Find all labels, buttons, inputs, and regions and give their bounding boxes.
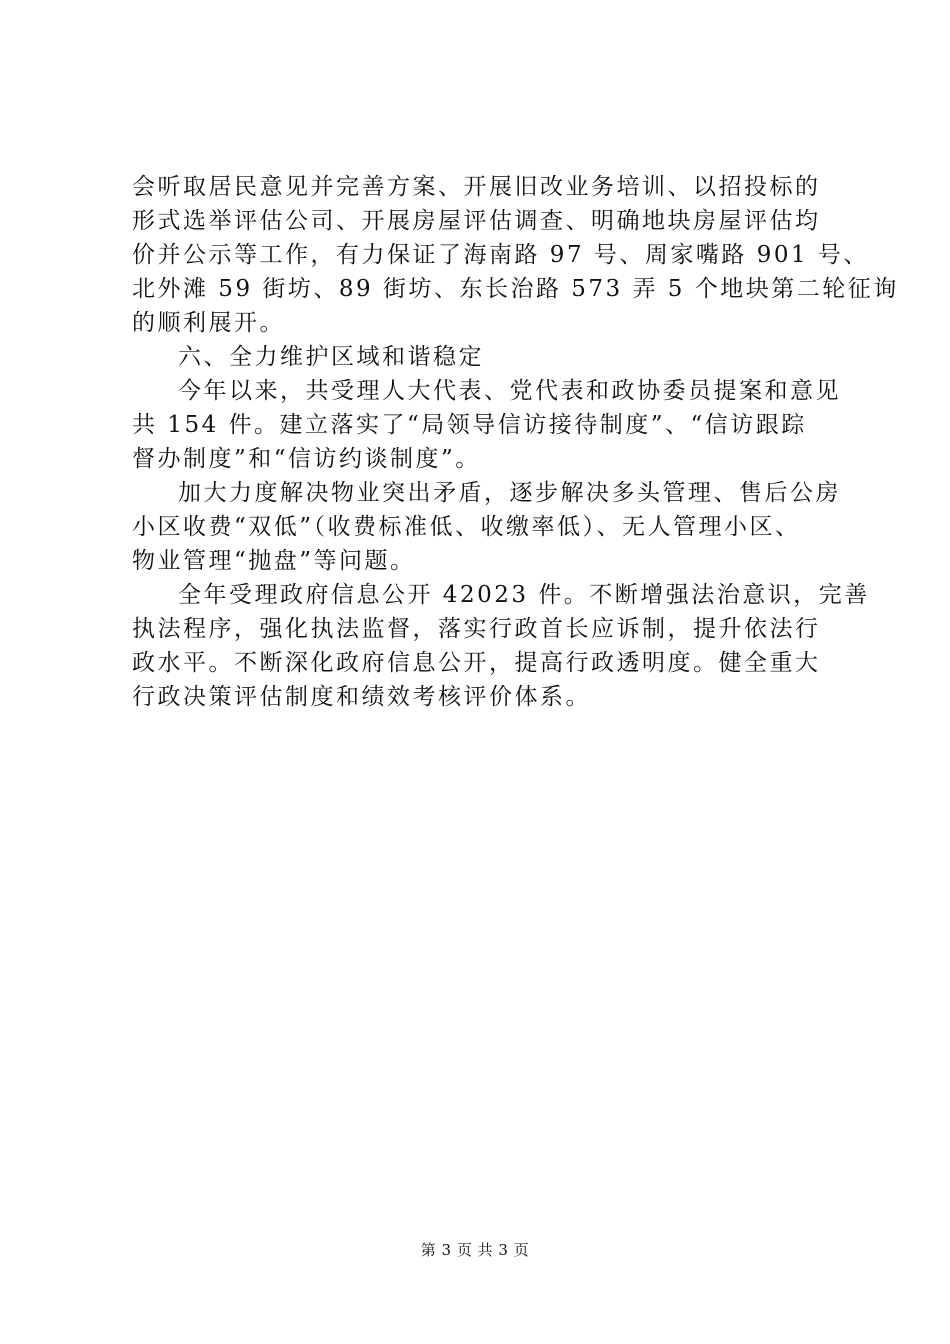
paragraph-line: 今年以来，共受理人大代表、党代表和政协委员提案和意见 xyxy=(178,378,841,404)
paragraph-line: 加大力度解决物业突出矛盾，逐步解决多头管理、售后公房 xyxy=(178,480,841,506)
paragraph-line: 政水平。不断深化政府信息公开，提高行政透明度。健全重大 xyxy=(132,650,821,676)
paragraph-line: 行政决策评估制度和绩效考核评价体系。 xyxy=(132,684,591,710)
paragraph-line: 形式选举评估公司、开展房屋评估调查、明确地块房屋评估均 xyxy=(132,208,821,234)
document-body xyxy=(132,170,899,714)
page-number-footer: 第 3 页 共 3 页 xyxy=(420,1241,530,1259)
paragraph-line: 会听取居民意见并完善方案、开展旧改业务培训、以招投标的 xyxy=(132,174,821,200)
paragraph-line: 的顺利展开。 xyxy=(132,310,285,336)
paragraph-line: 督办制度”和“信访约谈制度”。 xyxy=(132,446,481,472)
section-heading: 六、全力维护区域和谐稳定 xyxy=(178,344,484,370)
paragraph-line: 全年受理政府信息公开 42023 件。不断增强法治意识，完善 xyxy=(178,582,870,608)
paragraph-line: 物业管理“抛盘”等问题。 xyxy=(132,548,416,574)
paragraph-line: 执法程序，强化执法监督，落实行政首长应诉制，提升依法行 xyxy=(132,616,821,642)
paragraph-line: 价并公示等工作，有力保证了海南路 97 号、周家嘴路 901 号、 xyxy=(132,242,869,268)
paragraph-line: 共 154 件。建立落实了“局领导信访接待制度”、“信访跟踪 xyxy=(132,412,807,438)
paragraph-line: 小区收费“双低”（收费标准低、收缴率低）、无人管理小区、 xyxy=(132,514,801,540)
paragraph-line: 北外滩 59 街坊、89 街坊、东长治路 573 弄 5 个地块第二轮征询 xyxy=(132,276,899,302)
